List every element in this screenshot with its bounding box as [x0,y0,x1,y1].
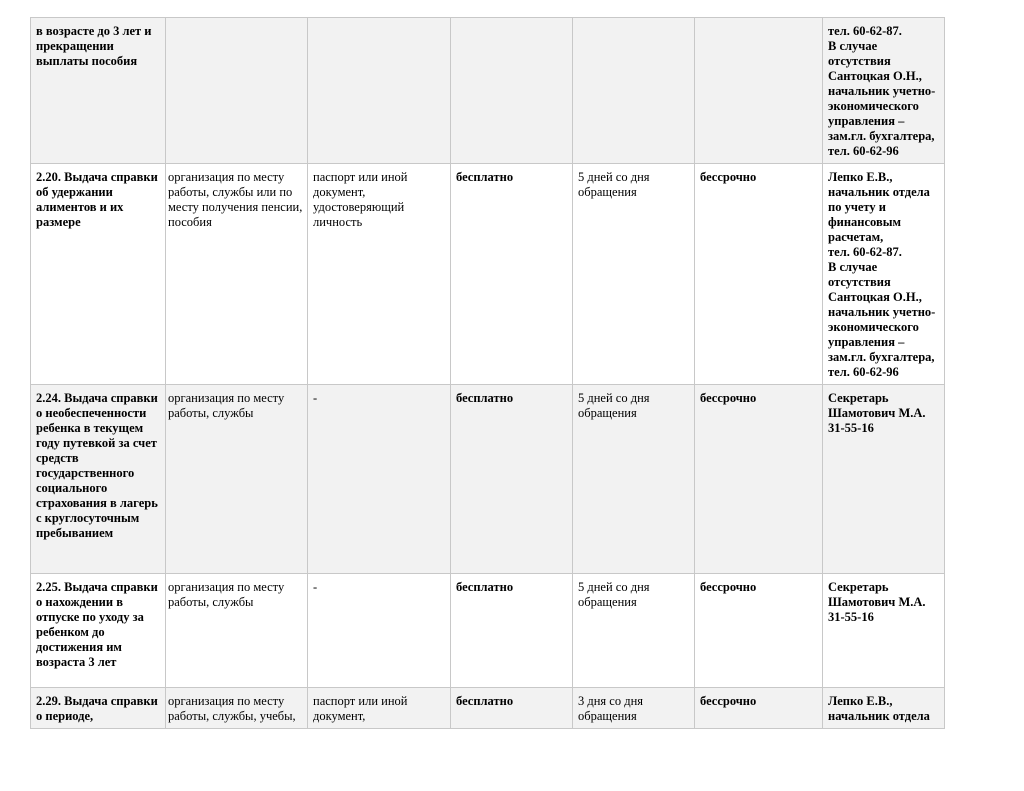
organization-cell: организация по месту работы, службы [166,574,308,688]
fee-cell: бесплатно [451,574,573,688]
table-row [31,18,945,164]
table-row [31,164,945,385]
documents-cell: паспорт или иной документ, [308,688,451,729]
service-name-cell: в возрасте до 3 лет и прекращении выплаты пособия [31,18,166,164]
table-row [31,688,945,729]
documents-cell [308,18,451,164]
term-cell: 3 дня со дня обращения [573,688,695,729]
organization-cell [166,18,308,164]
service-name-cell: 2.20. Выдача справки об удержании алиментов и их размере [31,164,166,385]
table-row [31,574,945,688]
validity-cell: бессрочно [695,688,823,729]
responsible-cell: Секретарь Шамотович М.А. 31-55-16 [823,574,945,688]
term-cell: 5 дней со дня обращения [573,385,695,574]
organization-cell: организация по месту работы, службы, учебы, [166,688,308,729]
services-table [30,17,945,729]
table-row [31,385,945,574]
fee-cell: бесплатно [451,688,573,729]
responsible-cell: тел. 60-62-87. В случае отсутствия Сантоцкая О.Н., начальник учетно-экономического управления – зам.гл. бухгалтера, тел. 60-62-96 [823,18,945,164]
validity-cell: бессрочно [695,574,823,688]
organization-cell: организация по месту работы, службы [166,385,308,574]
fee-cell: бесплатно [451,385,573,574]
fee-cell: бесплатно [451,164,573,385]
documents-cell: - [308,574,451,688]
validity-cell: бессрочно [695,385,823,574]
organization-cell: организация по месту работы, службы или по месту получения пенсии, пособия [166,164,308,385]
responsible-cell: Лепко Е.В., начальник отдела по учету и финансовым расчетам, тел. 60-62-87. В случае отсутствия Сантоцкая О.Н., начальник учетно-экономического управления – зам.гл. бухгалтера, тел. 60-62-96 [823,164,945,385]
fee-cell [451,18,573,164]
term-cell: 5 дней со дня обращения [573,164,695,385]
documents-cell: паспорт или иной документ, удостоверяющий личность [308,164,451,385]
service-name-cell: 2.24. Выдача справки о необеспеченности ребенка в текущем году путевкой за счет средств государственного социального страхования в лагерь с круглосуточным пребыванием [31,385,166,574]
service-name-cell: 2.29. Выдача справки о периоде, [31,688,166,729]
term-cell: 5 дней со дня обращения [573,574,695,688]
validity-cell [695,18,823,164]
service-name-cell: 2.25. Выдача справки о нахождении в отпуске по уходу за ребенком до достижения им возраста 3 лет [31,574,166,688]
documents-cell: - [308,385,451,574]
responsible-cell: Лепко Е.В., начальник отдела [823,688,945,729]
term-cell [573,18,695,164]
responsible-cell: Секретарь Шамотович М.А. 31-55-16 [823,385,945,574]
validity-cell: бессрочно [695,164,823,385]
